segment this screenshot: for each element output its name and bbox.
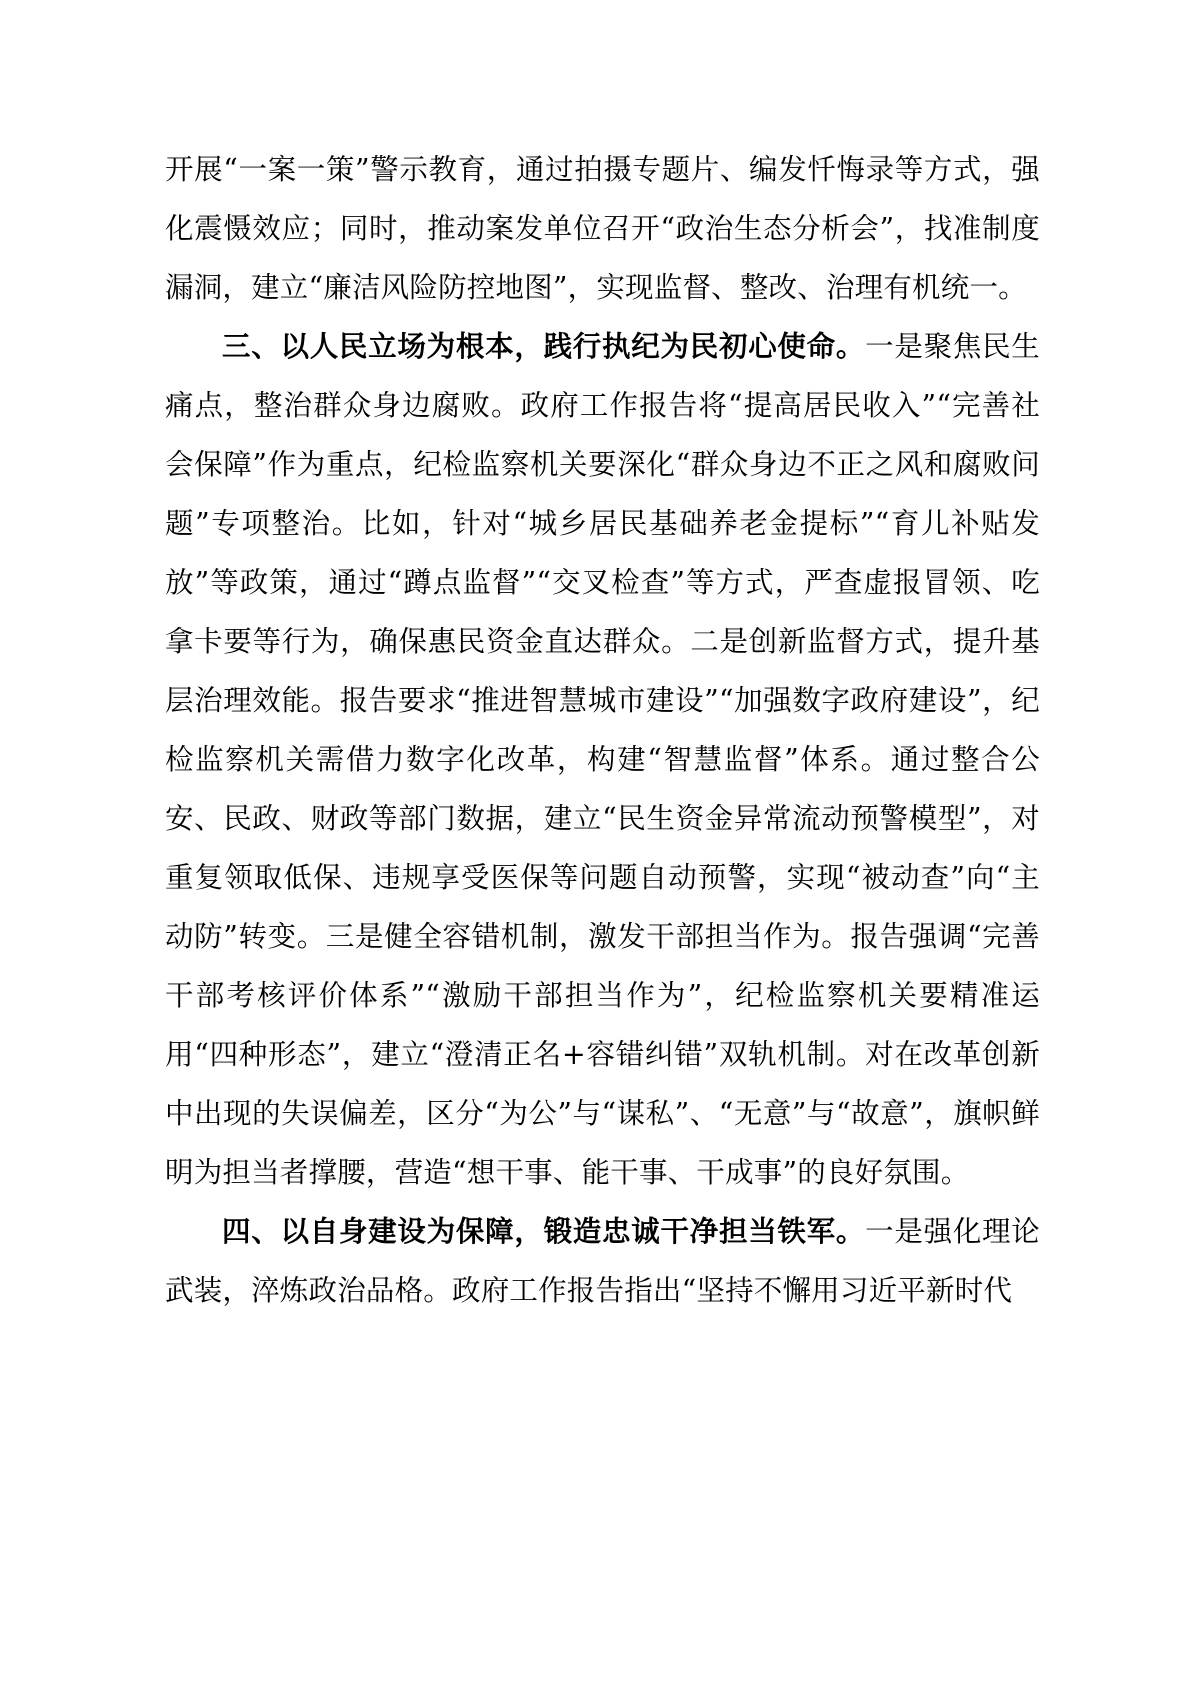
paragraph-2 xyxy=(165,317,1040,1202)
paragraph-2-heading: 三、以人民立场为根本，践行执纪为民初心使命。 xyxy=(222,329,866,363)
paragraph-3 xyxy=(165,1202,1040,1320)
paragraph-2-text: 一是聚焦民生痛点，整治群众身边腐败。政府工作报告将“提高居民收入”“完善社会保障”作为重点，纪检监察机关要深化“群众身边不正之风和腐败问题”专项整治。比如，针对“城乡居民基础养老金提标”“育儿补贴发放”等政策，通过“蹲点监督”“交叉检查”等方式，严查虚报冒领、吃拿卡要等行为，确保惠民资金直达群众。二是创新监督方式，提升基层治理效能。报告要求“推进智慧城市建设”“加强数字政府建设”，纪检监察机关需借力数字化改革，构建“智慧监督”体系。通过整合公安、民政、财政等部门数据，建立“民生资金异常流动预警模型”，对重复领取低保、违规享受医保等问题自动预警，实现“被动查”向“主动防”转变。三是健全容错机制，激发干部担当作为。报告强调“完善干部考核评价体系”“激励干部担当作为”，纪检监察机关要精准运用“四种形态”，建立“澄清正名+容错纠错”双轨机制。对在改革创新中出现的失误偏差，区分“为公”与“谋私”、“无意”与“故意”，旗帜鲜明为担当者撑腰，营造“想干事、能干事、干成事”的良好氛围。 xyxy=(165,330,1041,1189)
paragraph-1 xyxy=(165,140,1040,317)
paragraph-3-text: 一是强化理论武装，淬炼政治品格。政府工作报告指出“坚持不懈用习近平新时代 xyxy=(165,1215,1041,1307)
paragraph-1-text: 开展“一案一策”警示教育，通过拍摄专题片、编发忏悔录等方式，强化震慑效应；同时，推动案发单位召开“政治生态分析会”，找准制度漏洞，建立“廉洁风险防控地图”，实现监督、整改、治理有机统一。 xyxy=(165,153,1040,304)
paragraph-3-heading: 四、以自身建设为保障，锻造忠诚干净担当铁军。 xyxy=(222,1214,866,1248)
document-body xyxy=(165,140,1040,1320)
